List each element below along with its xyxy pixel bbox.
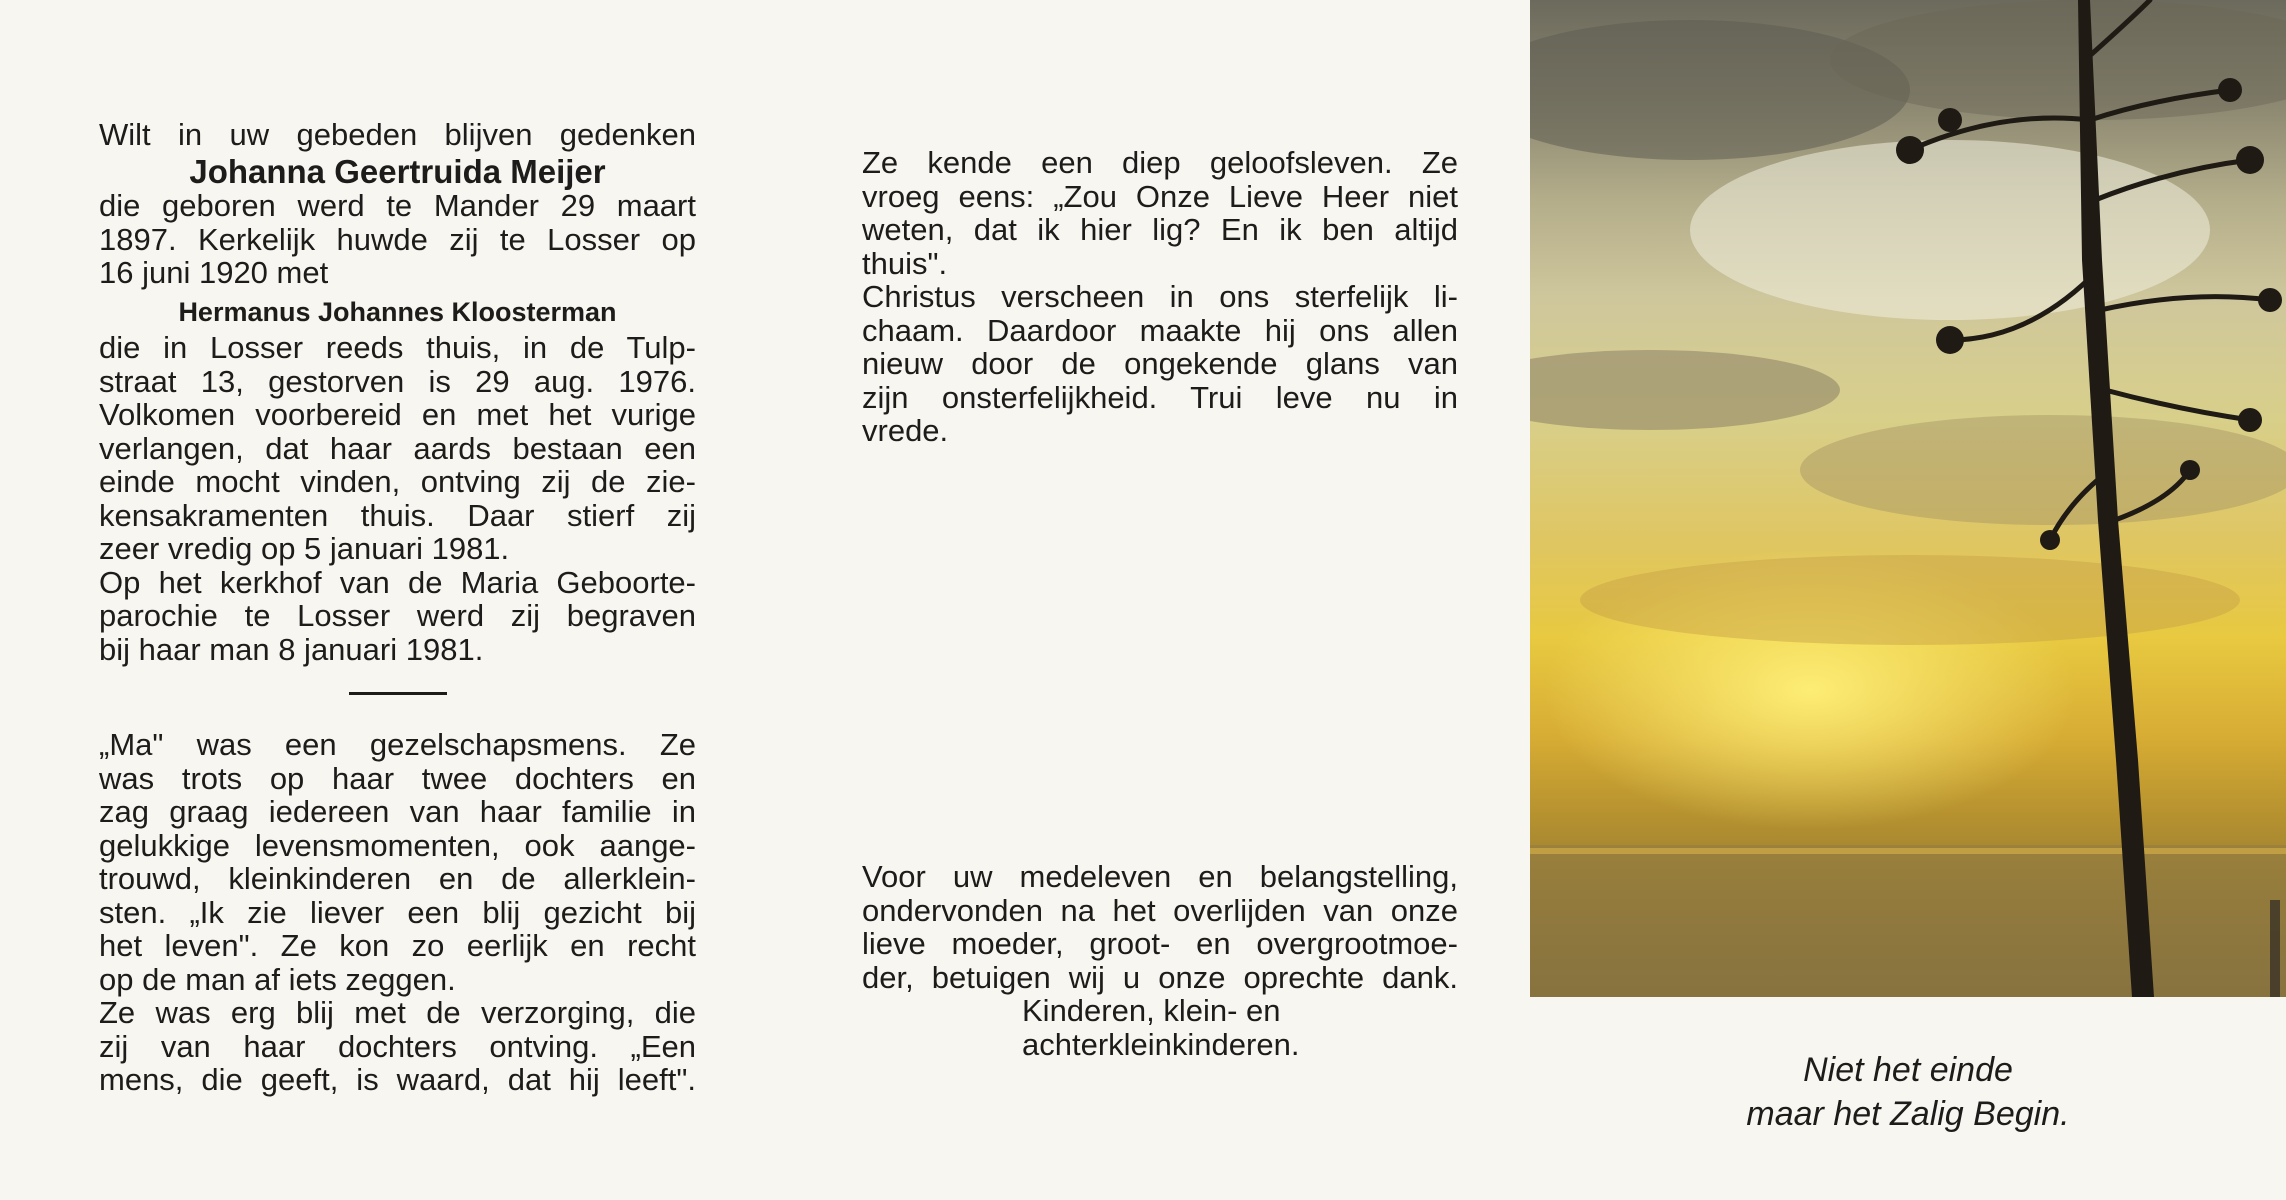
ma-line-2: was trots op haar twee dochters en [99, 760, 696, 796]
deceased-name: Johanna Geertruida Meijer [189, 152, 606, 190]
cloud-shape [1800, 415, 2286, 525]
signature [862, 994, 1458, 1061]
faith-line-2: vroeg eens: „Zou Onze Lieve Heer niet [862, 178, 1458, 214]
cloud-shape [1580, 555, 2240, 645]
birth-line-3: 16 juni 1920 met [99, 255, 329, 290]
horizon-line [1530, 848, 2286, 854]
death-line-6: kensakramenten thuis. Daar stierf zij [99, 497, 696, 533]
caption-line-2: maar het Zalig Begin. [1746, 1095, 2070, 1133]
death-line-1: die in Losser reeds thuis, in de Tulp- [99, 330, 696, 365]
care-line-3: mens, die geeft, is waard, dat hij leeft". [99, 1062, 696, 1097]
burial-line-1: Op het kerkhof van de Maria Geboorte- [99, 564, 696, 600]
thanks-line-1: Voor uw medeleven en belangstelling, [862, 859, 1458, 894]
thanks-block [862, 860, 1458, 1061]
caption-line-1: Niet het einde [1803, 1051, 2013, 1089]
thanks-line-3: lieve moeder, groot- en overgrootmoe- [862, 926, 1458, 961]
left-column [99, 118, 696, 1097]
christ-line-2: chaam. Daardoor maakte hij ons allen [862, 312, 1458, 348]
death-line-5: einde mocht vinden, ontving zij de zie- [99, 464, 696, 499]
death-line-3: Volkomen voorbereid en met het vurige [99, 397, 696, 432]
ma-line-8: op de man af iets zeggen. [99, 961, 456, 997]
burial-line-2: parochie te Losser werd zij begraven [99, 598, 696, 633]
sunset-tree-photo [1530, 0, 2286, 997]
intro-text: Wilt in uw gebeden blijven gedenken [99, 117, 696, 152]
ma-line-7: het leven". Ze kon zo eerlijk en recht [99, 928, 696, 963]
faith-line-4: thuis". [862, 245, 948, 281]
ma-line-3: zag graag iedereen van haar familie in [99, 794, 696, 829]
thanks-line-4: der, betuigen wij u onze oprechte dank. [862, 959, 1458, 995]
care-line-2: zij van haar dochters ontving. „Een [99, 1028, 696, 1064]
care-line-1: Ze was erg blij met de verzorging, die [99, 995, 696, 1030]
caption [1530, 1048, 2286, 1136]
spouse-name: Hermanus Johannes Kloosterman [178, 296, 617, 327]
birth-line-1: die geboren werd te Mander 29 maart [99, 188, 696, 223]
photo-drawing [1530, 0, 2286, 997]
distant-post [2270, 900, 2280, 997]
signature-line-2: achterkleinkinderen. [1022, 1026, 1300, 1062]
christ-line-3: nieuw door de ongekende glans van [862, 346, 1458, 381]
thanks-line-2: ondervonden na het overlijden van onze [862, 892, 1458, 928]
burial-line-3: bij haar man 8 januari 1981. [99, 631, 484, 667]
death-line-2: straat 13, gestorven is 29 aug. 1976. [99, 363, 696, 399]
christ-line-4: zijn onsterfelijkheid. Trui leve nu in [862, 379, 1458, 415]
ma-line-1: „Ma" was een gezelschapsmens. Ze [99, 727, 696, 762]
death-line-4: verlangen, dat haar aards bestaan een [99, 430, 696, 466]
ma-line-4: gelukkige levensmomenten, ook aange- [99, 827, 696, 863]
faith-line-1: Ze kende een diep geloofsleven. Ze [862, 145, 1458, 180]
middle-column [862, 146, 1458, 448]
sea-band [1530, 845, 2286, 997]
ma-line-5: trouwd, kleinkinderen en de allerklein- [99, 861, 696, 896]
death-line-7: zeer vredig op 5 januari 1981. [99, 531, 510, 566]
cloud-shape [1690, 140, 2210, 320]
birth-line-2: 1897. Kerkelijk huwde zij te Losser op [99, 221, 696, 257]
cloud-shape [1530, 350, 1840, 430]
faith-line-3: weten, dat ik hier lig? En ik ben altijd [862, 212, 1458, 247]
divider-rule [349, 692, 447, 695]
ma-line-6: sten. „Ik zie liever een blij gezicht bij [99, 894, 696, 930]
christ-line-1: Christus verscheen in ons sterfelijk li- [862, 279, 1458, 314]
signature-line-1: Kinderen, klein- en [1022, 993, 1281, 1028]
christ-line-5: vrede. [862, 413, 949, 448]
